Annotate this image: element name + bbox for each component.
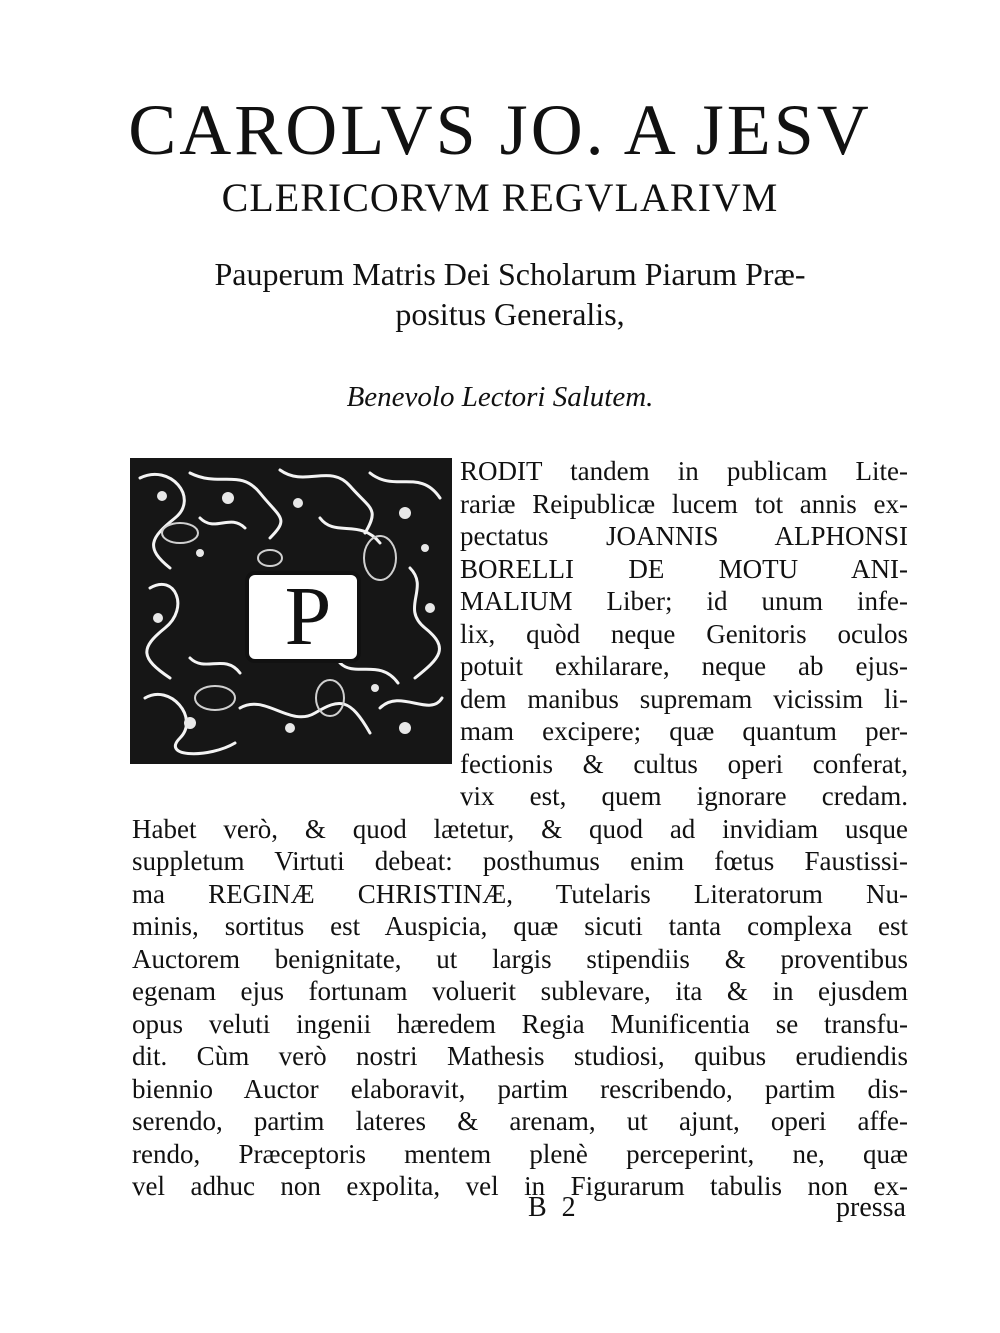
text-line: suppletum Virtuti debeat: posthumus enim fœtus Faustissi- — [132, 846, 908, 876]
subtitle-line: positus Generalis, — [395, 296, 625, 332]
text-line: pectatus JOANNIS ALPHONSI — [460, 521, 908, 551]
text-line: ma REGINÆ CHRISTINÆ, Tutelaris Literatorum Nu- — [132, 879, 908, 909]
text-line: lix, quòd neque Genitoris oculos — [460, 619, 908, 649]
text-line: serendo, partim lateres & arenam, ut ajunt, operi affe- — [132, 1106, 908, 1136]
text-line: vix est, quem ignorare credam. — [460, 781, 908, 811]
text-line: dit. Cùm verò nostri Mathesis studiosi, quibus erudiendis — [132, 1041, 908, 1071]
text-line: rariæ Reipublicæ lucem tot annis ex- — [460, 489, 908, 519]
text-line: mam excipere; quæ quantum per- — [460, 716, 908, 746]
order-name: CLERICORVM REGVLARIVM — [221, 175, 779, 220]
text-line: potuit exhilarare, neque ab ejus- — [460, 651, 908, 681]
text-line: Auctorem benignitate, ut largis stipendiis & proventibus — [132, 944, 908, 974]
text-line: RODIT tandem in publicam Lite- — [460, 456, 908, 486]
text-line: rendo, Præceptoris mentem plenè perceperint, ne, quæ — [132, 1139, 908, 1169]
text-line: MALIUM Liber; id unum infe- — [460, 586, 908, 616]
text-line: Habet verò, & quod lætetur, & quod ad invidiam usque — [132, 814, 908, 844]
subtitle-line: Pauperum Matris Dei Scholarum Piarum Præ- — [214, 256, 806, 292]
text-line: minis, sortitus est Auspicia, quæ sicuti tanta complexa est — [132, 911, 908, 941]
text-line: vel adhuc non expolita, vel in Figurarum tabulis non ex- — [132, 1171, 908, 1201]
signature-mark: B 2 — [528, 1192, 580, 1223]
initial-letter — [130, 458, 452, 764]
text-line: fectionis & cultus operi conferat, — [460, 749, 908, 779]
text-line: dem manibus supremam vicissim li- — [460, 684, 908, 714]
initial-letter-glyph: P — [284, 570, 332, 663]
decorated-initial — [130, 458, 452, 764]
text-line: egenam ejus fortunam voluerit sublevare, ita & in ejusdem — [132, 976, 908, 1006]
author-subtitle — [150, 254, 870, 334]
catchword: pressa — [836, 1192, 906, 1223]
salutation: Benevolo Lectori Salutem. — [346, 381, 654, 413]
page-title: CAROLVS JO. A JESV — [128, 90, 872, 170]
text-line: BORELLI DE MOTU ANI- — [460, 554, 908, 584]
text-line: biennio Auctor elaboravit, partim rescribendo, partim dis- — [132, 1074, 908, 1104]
text-line: opus veluti ingenii hæredem Regia Munificentia se transfu- — [132, 1009, 908, 1039]
